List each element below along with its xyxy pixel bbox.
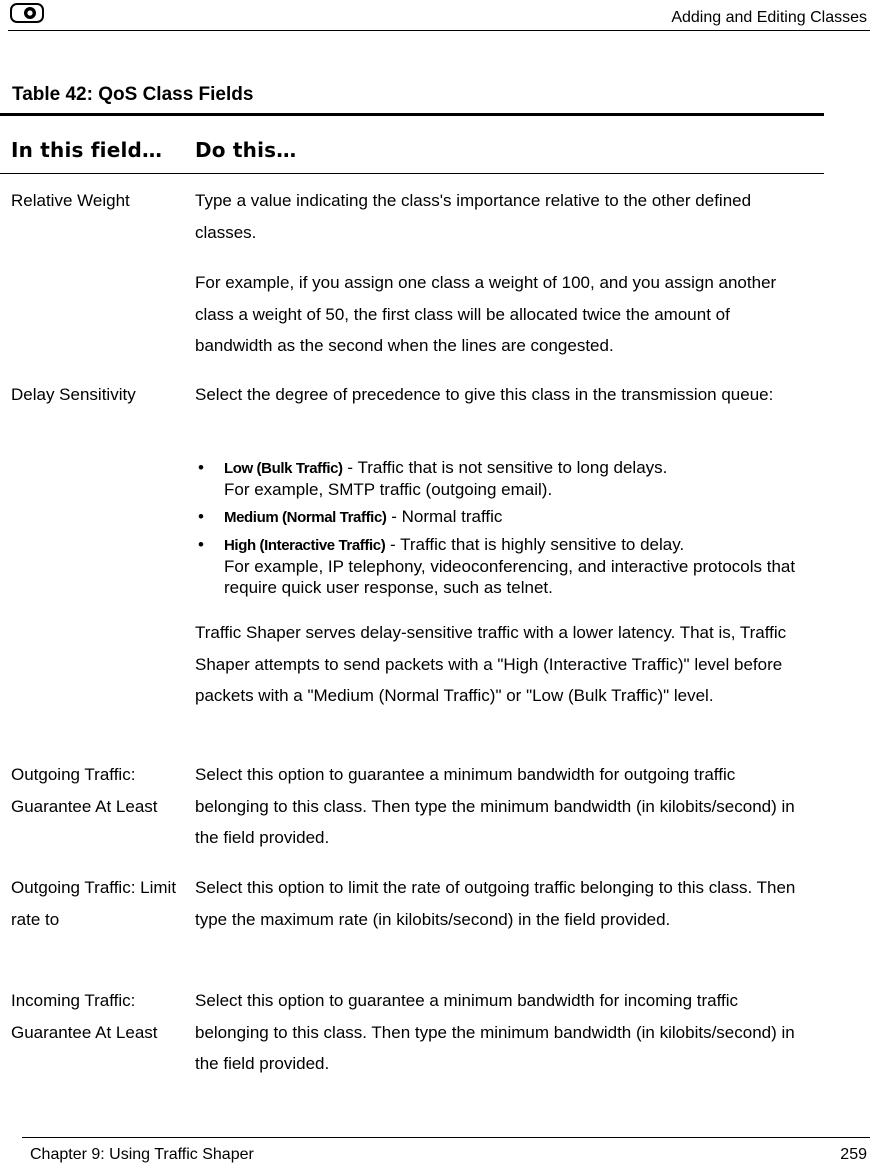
level-extra: For example, IP telephony, videoconferencing, and interactive protocols that require quick user response, such as telnet. <box>224 557 796 597</box>
field-description-paragraph: Type a value indicating the class's importance relative to the other defined classes. <box>195 191 752 242</box>
field-description: Select this option to guarantee a minimum bandwidth for outgoing traffic belonging to this class. Then type the minimum bandwidth (in kilobits/second) in the field provided. <box>195 765 795 847</box>
field-description-intro: Select the degree of precedence to give this class in the transmission queue: <box>195 385 774 404</box>
field-description-outro: Traffic Shaper serves delay-sensitive traffic with a lower latency. That is, Traffic Shaper attempts to send packets with a "High (Interactive Traffic)" level before packets with a "Medium (Normal Traffic)" or "Low (Bulk Traffic)" level. <box>195 623 787 705</box>
field-name-relative-weight: Relative Weight <box>11 191 130 210</box>
list-item-high <box>195 534 805 598</box>
field-name-outgoing-guarantee: Outgoing Traffic: Guarantee At Least <box>11 765 158 816</box>
level-text: - Traffic that is not sensitive to long delays. <box>342 458 668 477</box>
table-header-rule <box>0 173 824 174</box>
bullet-icon: • <box>198 458 204 477</box>
field-description: Select this option to limit the rate of outgoing traffic belonging to this class. Then type the maximum rate (in kilobits/second) in the field provided. <box>195 878 796 929</box>
table-top-rule <box>0 113 824 116</box>
bullet-icon: • <box>198 535 204 554</box>
table-caption: Table 42: QoS Class Fields <box>12 84 254 105</box>
level-extra: For example, SMTP traffic (outgoing email). <box>224 480 553 499</box>
eye-camera-icon <box>10 3 44 23</box>
field-description-paragraph: For example, if you assign one class a weight of 100, and you assign another class a weight of 50, the first class will be allocated twice the amount of bandwidth as the second when the lines are congested. <box>195 273 777 355</box>
level-term: High (Interactive Traffic) <box>224 537 386 554</box>
column-header-field: In this field… <box>11 138 163 162</box>
header-divider <box>8 30 870 31</box>
level-term: Medium (Normal Traffic) <box>224 509 387 526</box>
field-description: Select this option to guarantee a minimum bandwidth for incoming traffic belonging to this class. Then type the minimum bandwidth (in kilobits/second) in the field provided. <box>195 991 795 1073</box>
column-header-action: Do this… <box>195 138 297 162</box>
level-text: - Traffic that is highly sensitive to delay. <box>385 535 685 554</box>
footer-chapter-title: Chapter 9: Using Traffic Shaper <box>30 1146 254 1163</box>
level-term: Low (Bulk Traffic) <box>224 460 343 477</box>
bullet-icon: • <box>198 507 204 526</box>
field-name-incoming-guarantee: Incoming Traffic: Guarantee At Least <box>11 991 158 1042</box>
list-item-medium <box>195 506 805 528</box>
page-number: 259 <box>840 1146 867 1163</box>
list-item-low <box>195 457 805 500</box>
level-text: - Normal traffic <box>386 507 503 526</box>
running-header-title: Adding and Editing Classes <box>671 9 867 26</box>
field-name-delay-sensitivity: Delay Sensitivity <box>11 385 136 404</box>
footer-divider <box>22 1137 870 1138</box>
field-name-outgoing-limit: Outgoing Traffic: Limit rate to <box>11 878 177 929</box>
delay-level-list <box>195 457 805 604</box>
